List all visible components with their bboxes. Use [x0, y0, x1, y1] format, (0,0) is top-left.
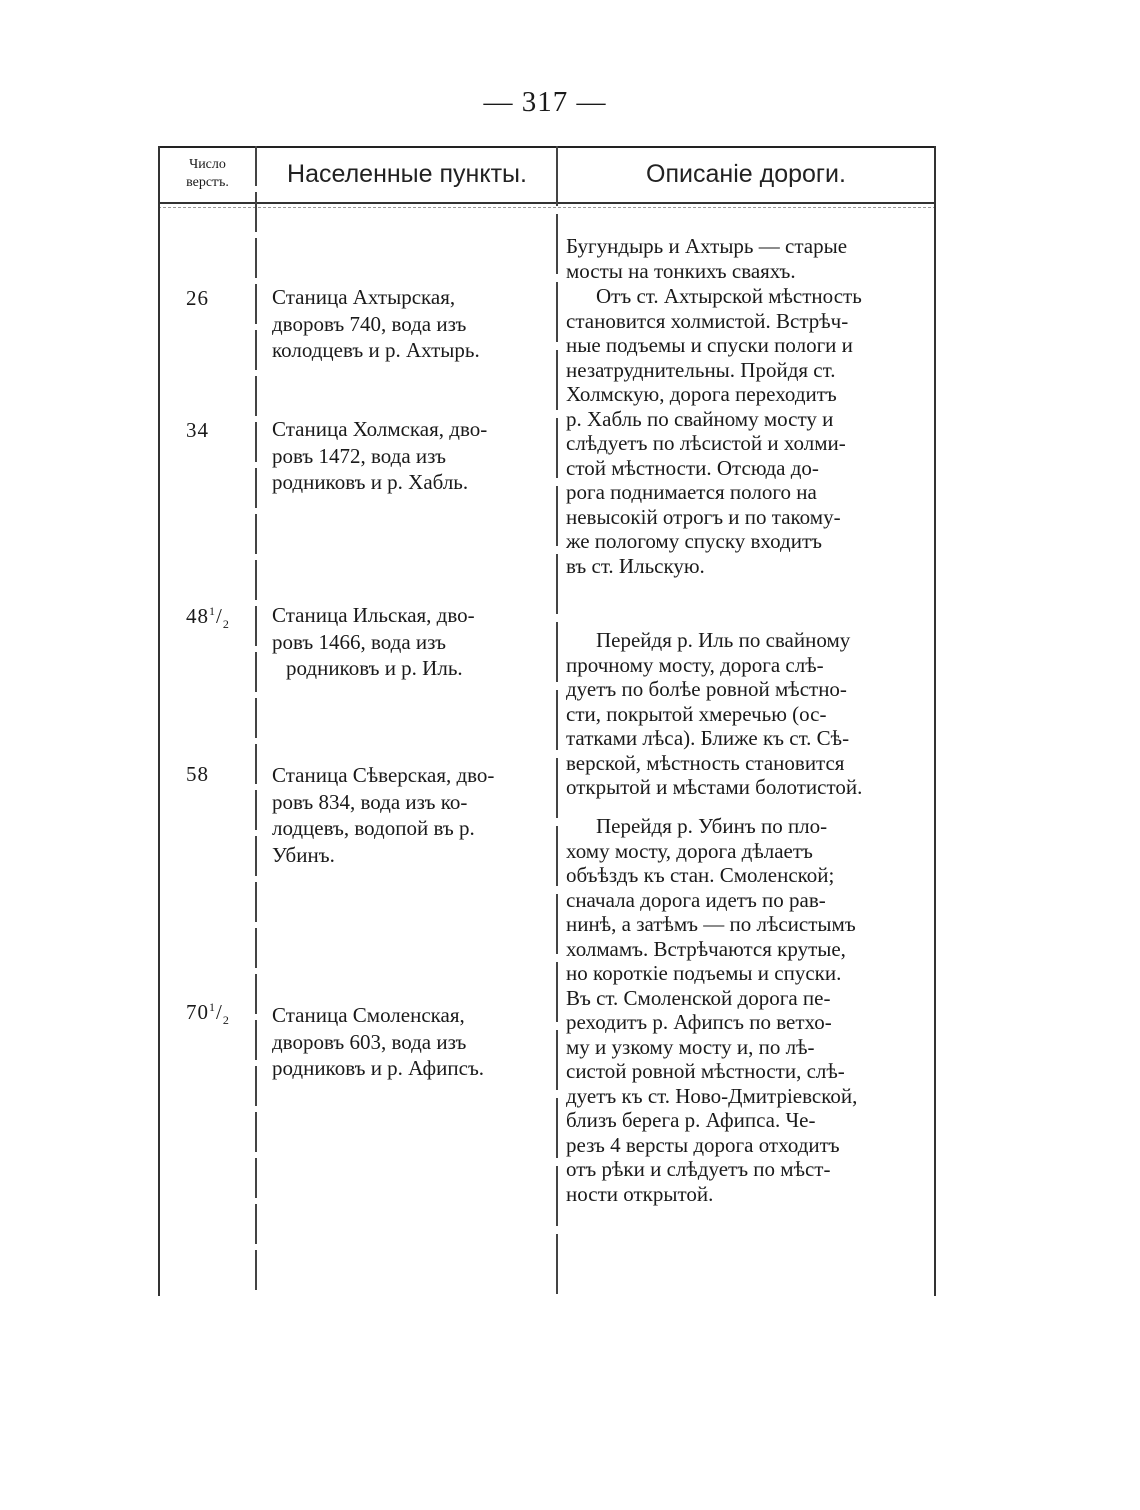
description-line: сти, покрытой хмеречью (ос-	[566, 701, 827, 726]
place-line: Станица Ахтырская,	[272, 285, 456, 309]
description-line: стой мѣстности. Отсюда до-	[566, 455, 819, 480]
description-line: Перейдя р. Убинъ по пло-	[596, 814, 828, 838]
verst-value-4: 58	[186, 762, 209, 786]
verst-fraction-num: 1	[209, 604, 216, 618]
description-line: рога поднимается полого на	[566, 480, 817, 504]
description-line: холмамъ. Встрѣчаются крутые,	[566, 936, 846, 961]
place-line: Станица Холмская, дво-	[272, 417, 488, 441]
place-line: ровъ 1472, вода изъ	[272, 443, 446, 468]
description-line: становится холмистой. Встрѣч-	[566, 308, 849, 333]
header-bottom-rule	[158, 202, 936, 204]
place-line: Убинъ.	[272, 842, 335, 867]
verst-value-2: 34	[186, 418, 209, 442]
verst-value-3: $48^1/_2$	[186, 604, 230, 632]
description-line: Отъ ст. Ахтырской мѣстность	[596, 284, 862, 308]
place-line: колодцевъ и р. Ахтырь.	[272, 338, 480, 362]
verst-whole: 48	[186, 604, 209, 628]
description-line: незатруднительны. Пройдя ст.	[566, 357, 836, 382]
header-description: Описаніе дороги.	[646, 160, 846, 188]
header-dashed-rule	[158, 207, 936, 208]
description-line: слѣдуетъ по лѣсистой и холми-	[566, 431, 846, 455]
place-line: родниковъ и р. Иль.	[286, 656, 463, 680]
verst-fraction-num: 1	[209, 1000, 216, 1014]
description-line: открытой и мѣстами болотистой.	[566, 775, 863, 799]
description-line: верской, мѣстность становится	[566, 750, 845, 775]
description-line: р. Хабль по свайному мосту и	[566, 406, 834, 431]
place-entry-1	[272, 284, 542, 364]
description-line: невысокій отрогъ и по такому-	[566, 504, 841, 529]
description-line: систой ровной мѣстности, слѣ-	[566, 1059, 845, 1083]
verst-fraction-den: 2	[222, 617, 230, 632]
description-line: Въ ст. Смоленской дорога пе-	[566, 985, 831, 1010]
description-line: же пологому спуску входитъ	[566, 529, 822, 553]
place-line: ровъ 1466, вода изъ	[272, 629, 446, 654]
verst-value-5: $70^1/_2$	[186, 1000, 230, 1028]
description-line: нинѣ, а затѣмъ — по лѣсистымъ	[566, 912, 856, 936]
place-line: родниковъ и р. Хабль.	[272, 470, 469, 494]
place-entry-2	[272, 416, 542, 496]
description-line: мосты на тонкихъ сваяхъ.	[566, 258, 796, 283]
description-line: му и узкому мосту и, по лѣ-	[566, 1034, 815, 1059]
description-line: ности открытой.	[566, 1181, 714, 1206]
description-line: Бугундырь и Ахтырь — старые	[566, 234, 848, 258]
description-block-2	[566, 284, 930, 578]
place-entry-5	[272, 1002, 542, 1082]
description-block-3	[566, 628, 930, 800]
place-entry-4	[272, 762, 542, 868]
description-line: ные подъемы и спуски пологи и	[566, 333, 853, 357]
header-verst	[160, 156, 255, 192]
description-line: хому мосту, дорога дѣлаетъ	[566, 838, 813, 863]
place-line: Станица Смоленская,	[272, 1003, 465, 1027]
description-block-1	[566, 234, 930, 283]
column-rule-1	[255, 146, 257, 1296]
place-line: Станица Сѣверская, дво-	[272, 763, 495, 787]
place-line: ровъ 834, вода изъ ко-	[272, 789, 468, 814]
header-verst-line1: Число	[189, 157, 226, 172]
place-line: дворовъ 603, вода изъ	[272, 1029, 467, 1054]
column-rule-right	[934, 146, 936, 1296]
description-line: резъ 4 версты дорога отходитъ	[566, 1132, 840, 1157]
column-rule-left	[158, 146, 160, 1296]
description-line: близъ берега р. Афипса. Че-	[566, 1108, 816, 1132]
header-verst-line2: верстъ.	[186, 175, 229, 190]
place-entry-3	[272, 602, 542, 682]
table-top-rule	[158, 146, 936, 148]
description-line: дуетъ къ ст. Ново-Дмитріевской,	[566, 1083, 858, 1108]
description-line: сначала дорога идетъ по рав-	[566, 887, 826, 912]
description-line: но короткіе подъемы и спуски.	[566, 961, 842, 985]
description-line: реходитъ р. Афипсъ по ветхо-	[566, 1010, 832, 1034]
description-block-4	[566, 814, 930, 1206]
description-line: отъ рѣки и слѣдуетъ по мѣст-	[566, 1157, 831, 1181]
description-line: дуетъ по болѣе ровной мѣстно-	[566, 677, 847, 701]
page-number: — 317 —	[483, 86, 607, 118]
place-line: Станица Ильская, дво-	[272, 603, 475, 627]
description-line: Холмскую, дорога переходитъ	[566, 382, 837, 406]
place-line: родниковъ и р. Афипсъ.	[272, 1056, 485, 1080]
description-line: объѣздъ къ стан. Смоленской;	[566, 863, 835, 887]
verst-whole: 70	[186, 1000, 209, 1024]
header-places: Населенные пункты.	[287, 160, 527, 188]
description-line: Перейдя р. Иль по свайному	[596, 628, 851, 652]
place-line: дворовъ 740, вода изъ	[272, 311, 467, 336]
description-line: прочному мосту, дорога слѣ-	[566, 652, 824, 677]
place-line: лодцевъ, водопой въ р.	[272, 816, 475, 840]
verst-fraction-den: 2	[222, 1013, 230, 1028]
description-line: въ ст. Ильскую.	[566, 553, 705, 578]
column-rule-2	[556, 146, 558, 1296]
verst-value-1: 26	[186, 286, 209, 310]
description-line: татками лѣса). Ближе къ ст. Сѣ-	[566, 726, 850, 750]
